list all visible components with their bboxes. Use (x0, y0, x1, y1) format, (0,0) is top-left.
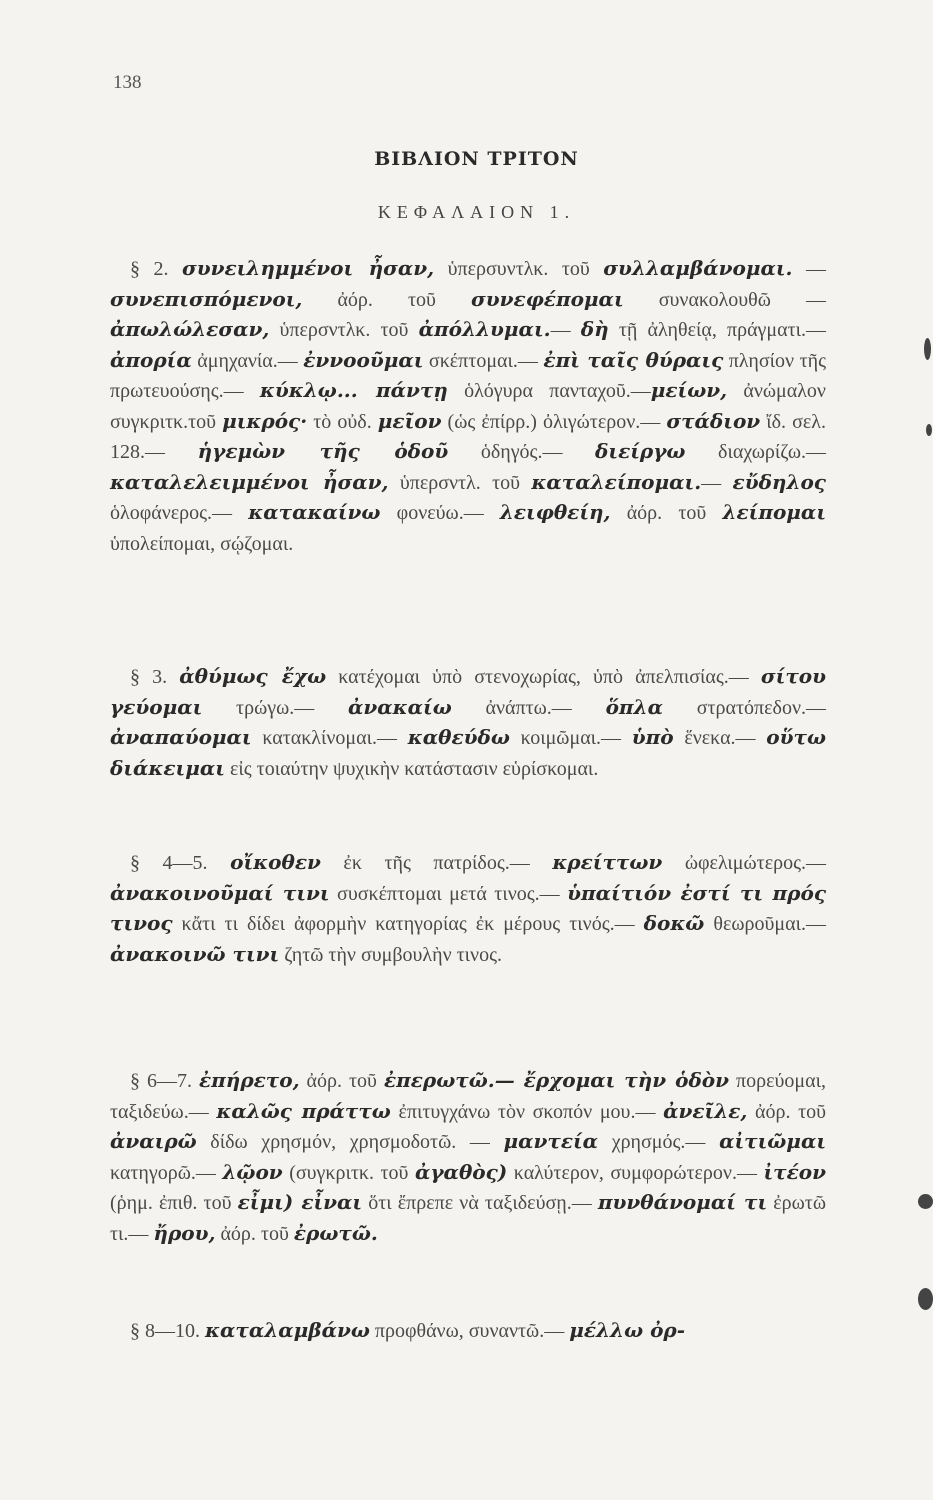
gloss-text: θεωροῦμαι.— (704, 913, 826, 935)
page-number: 138 (113, 72, 142, 93)
paragraph-section-2 (110, 254, 826, 559)
headword: μέλλω ὀρ- (569, 1318, 686, 1342)
headword: ἀναπαύομαι (110, 725, 252, 749)
gloss-text: ἴδ. σελ. 128.— (110, 410, 826, 463)
headword: μεῖον (377, 408, 442, 433)
headword: συλλαμβάνομαι. (603, 256, 793, 280)
headword: διείργω (595, 439, 686, 463)
gloss-text: (συγκριτκ. τοῦ (282, 1161, 415, 1184)
headword: ὑπὸ (631, 725, 674, 749)
gloss-text: § 8—10. (130, 1320, 205, 1342)
gloss-text: καλύτερον, συμφορώτερον.— (507, 1161, 764, 1184)
gloss-text: πορεύομαι, ταξιδεύω.— (110, 1070, 826, 1123)
gloss-text: § 4—5. (130, 852, 231, 874)
headword: μείων, (650, 378, 728, 402)
headword: ἀνακοινῶ τινι (110, 941, 280, 966)
headword: καταλελειμμένοι ἦσαν, (110, 469, 389, 494)
gloss-text: ὑπερσντλ. τοῦ (388, 471, 532, 494)
gloss-text: § 2. (130, 258, 182, 280)
headword: ἀνακοινοῦμαί τινι (110, 880, 330, 905)
headword: ἀπορία (110, 347, 192, 372)
gloss-text: — (550, 319, 581, 341)
gloss-text: κατηγορῶ.— (110, 1161, 223, 1184)
gloss-text: (ῥημ. ἐπιθ. τοῦ (110, 1192, 238, 1214)
gloss-text: κἄτι τι δίδει ἀφορμὴν κατηγορίας ἐκ μέρους τινός.— (172, 913, 644, 935)
gloss-text: ἀμηχανία.— (191, 349, 304, 372)
headword: ὅπλα (605, 694, 663, 719)
gloss-text: συνακολουθῶ — (623, 288, 827, 311)
gloss-text: κοιμῶμαι.— (509, 727, 632, 749)
paragraph-section-3 (110, 662, 826, 784)
gloss-text: ὑπερσυντλκ. τοῦ (434, 258, 604, 280)
headword: πυνθάνομαί τι (597, 1190, 768, 1214)
margin-ink-spot (926, 424, 932, 436)
book-title: ΒΙΒΛΙΟΝ ΤΡΙΤΟΝ (374, 148, 579, 170)
headword: ἀγαθὸς) (414, 1159, 508, 1184)
gloss-text: ὁλοφάνερος.— (110, 502, 249, 524)
gloss-text: ἀνάπτω.— (451, 696, 606, 719)
gloss-text: § 3. (130, 666, 180, 688)
gloss-text: φονεύω.— (380, 502, 500, 524)
headword: ἡγεμὼν τῆς ὁδοῦ (197, 439, 449, 463)
headword: κρείττων (552, 850, 663, 874)
headword: ἀπόλλυμαι. (418, 317, 551, 341)
headword: λειφθείη, (499, 500, 611, 524)
gloss-text: ἐρωτῶ τι.— (110, 1192, 826, 1245)
gloss-text: ἀόρ. τοῦ (747, 1100, 827, 1123)
headword: ἐπὶ ταῖς θύραις (543, 347, 724, 372)
headword: ἀπωλώλεσαν, (110, 317, 270, 341)
gloss-text: ἀόρ. τοῦ (299, 1070, 384, 1092)
gloss-text: ἕνεκα.— (673, 727, 767, 749)
headword: στάδιον (666, 408, 761, 433)
gloss-text: ὅτι ἔπρεπε νὰ ταξιδεύσῃ.— (362, 1192, 598, 1214)
gloss-text: ἀόρ. τοῦ (215, 1222, 294, 1245)
headword: συνεφέπομαι (471, 286, 624, 311)
gloss-text: (ὡς ἐπίρρ.) ὀλιγώτερον.— (441, 410, 667, 433)
gloss-text: ἐπιτυγχάνω τὸν σκοπόν μου.— (390, 1100, 664, 1123)
paragraph-section-8-10 (110, 1316, 826, 1347)
headword: εὔδηλος (732, 469, 826, 494)
gloss-text: ὁδηγός.— (448, 441, 596, 463)
gloss-text: ὑπολείπομαι, σῴζομαι. (110, 532, 294, 555)
gloss-text: κατακλίνομαι.— (251, 727, 408, 749)
gloss-text: δίδω χρησμόν, χρησμοδοτῶ. — (196, 1131, 504, 1153)
headword: ἀνεῖλε, (663, 1098, 748, 1123)
headword: ἀναιρῶ (110, 1129, 197, 1153)
headword: ἐρωτῶ. (293, 1220, 378, 1245)
headword: δὴ (580, 317, 609, 341)
gloss-text: ὑπερσντλκ. τοῦ (269, 319, 419, 341)
headword: δοκῶ (643, 911, 705, 935)
headword: κατακαίνω (248, 500, 381, 524)
headword: ἐπήρετο, (199, 1068, 300, 1092)
gloss-text: σκέπτομαι.— (423, 349, 544, 372)
headword: κύκλῳ... πάντῃ (259, 378, 448, 402)
headword: μαντεία (503, 1129, 599, 1153)
paragraph-section-6-7 (110, 1066, 826, 1249)
gloss-text: διαχωρίζω.— (685, 441, 827, 463)
headword: εἶμι) εἶναι (237, 1190, 363, 1214)
headword: οἴκοθεν (230, 850, 321, 874)
headword: οὕτω διάκειμαι (110, 725, 826, 780)
headword: ἰτέον (763, 1159, 826, 1184)
paragraph-section-4-5 (110, 848, 826, 970)
gloss-text: ἀόρ. τοῦ (302, 288, 472, 311)
gloss-text: ἀνώμαλον συγκριτκ.τοῦ (110, 380, 826, 433)
headword: αἰτιῶμαι (719, 1129, 827, 1153)
gloss-text: — (792, 258, 826, 280)
headword: λῷον (222, 1159, 283, 1184)
headword: ἀθύμως ἔχω (179, 664, 327, 688)
gloss-text: § 6—7. (130, 1070, 199, 1092)
headword: καταλείπομαι. (531, 469, 702, 494)
gloss-text: χρησμός.— (598, 1131, 720, 1153)
gloss-text: τὸ οὐδ. (307, 410, 378, 433)
headword: συνειλημμένοι ἦσαν, (181, 256, 435, 280)
gloss-text: ζητῶ τὴν συμβουλὴν τινος. (279, 943, 503, 966)
headword: ἀνακαίω (347, 694, 452, 719)
gloss-text: τῇ ἀληθείᾳ, πράγματι.— (608, 319, 827, 341)
gloss-text: εἰς τοιαύτην ψυχικὴν κατάστασιν εὑρίσκομαι. (224, 757, 599, 780)
headword: μικρός· (222, 408, 308, 433)
gloss-text: ὁλόγυρα πανταχοῦ.— (447, 380, 651, 402)
gloss-text: κατέχομαι ὑπὸ στενοχωρίας, ὑπὸ ἀπελπισίας.— (326, 666, 761, 688)
gloss-text: — (701, 471, 733, 494)
headword: καλῶς πράττω (216, 1098, 391, 1123)
headword: ἐννοοῦμαι (303, 347, 424, 372)
chapter-title: ΚΕΦΑΛΑΙΟΝ 1. (377, 202, 576, 222)
margin-ink-spot (918, 1288, 933, 1310)
headword: καταλαμβάνω (205, 1318, 370, 1342)
headword: σίτου γεύομαι (110, 664, 827, 719)
headword: καθεύδω (407, 725, 510, 749)
headword: ὑπαίτιόν ἐστί τι πρός τινος (110, 880, 826, 935)
gloss-text: προφθάνω, συναντῶ.— (369, 1320, 570, 1342)
gloss-text: ὠφελιμώτερος.— (662, 852, 827, 874)
gloss-text: πλησίον τῆς πρωτευούσης.— (110, 349, 826, 402)
headword: ἐπερωτῶ.— ἔρχομαι τὴν ὁδὸν (383, 1068, 730, 1092)
gloss-text: ἀόρ. τοῦ (610, 502, 723, 524)
gloss-text: στρατόπεδον.— (662, 696, 826, 719)
headword: λείπομαι (722, 500, 826, 524)
headword: συνεπισπόμενοι, (110, 286, 303, 311)
headword: ἤρου, (153, 1220, 216, 1245)
gloss-text: τρώγω.— (202, 696, 348, 719)
margin-ink-spot (924, 338, 931, 360)
margin-ink-spot (918, 1194, 933, 1209)
gloss-text: συσκέπτομαι μετά τινος.— (329, 882, 568, 905)
gloss-text: ἐκ τῆς πατρίδος.— (320, 852, 553, 874)
